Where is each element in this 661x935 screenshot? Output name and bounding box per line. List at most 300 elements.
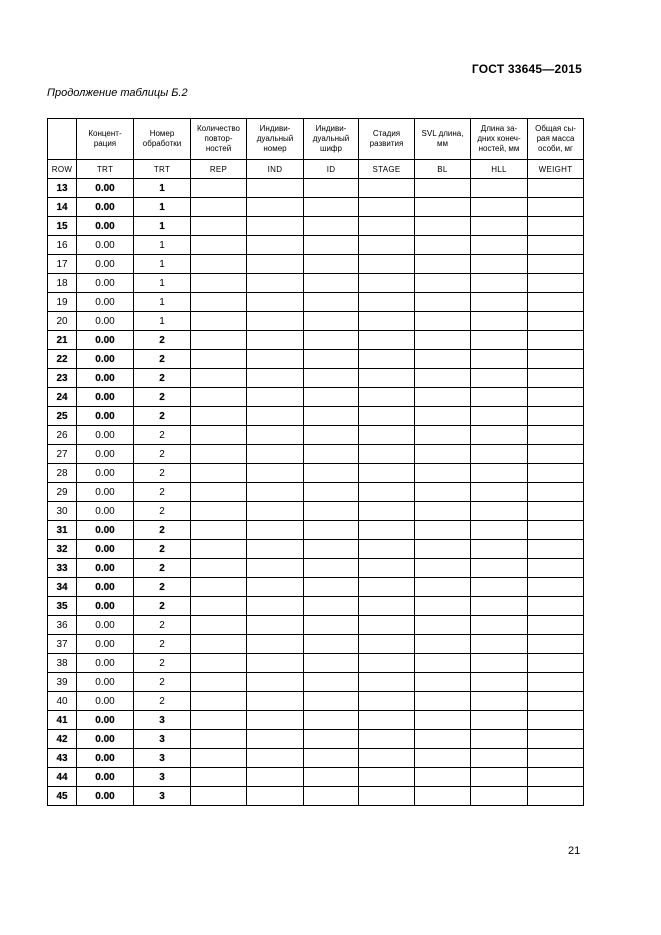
empty-cell — [191, 616, 247, 635]
empty-cell — [191, 730, 247, 749]
empty-cell — [247, 179, 304, 198]
empty-cell — [304, 407, 359, 426]
table-row — [48, 407, 584, 426]
treatment-cell: 1 — [134, 179, 191, 198]
empty-cell — [359, 198, 415, 217]
empty-cell — [415, 369, 471, 388]
empty-cell — [528, 673, 584, 692]
empty-cell — [304, 635, 359, 654]
empty-cell — [528, 369, 584, 388]
treatment-cell: 2 — [134, 540, 191, 559]
empty-cell — [304, 673, 359, 692]
empty-cell — [247, 426, 304, 445]
empty-cell — [191, 768, 247, 787]
empty-cell — [304, 787, 359, 806]
row-number-cell: 36 — [48, 616, 77, 635]
table-row — [48, 787, 584, 806]
empty-cell — [471, 768, 528, 787]
treatment-cell: 3 — [134, 711, 191, 730]
empty-cell — [359, 274, 415, 293]
empty-cell — [415, 749, 471, 768]
concentration-cell: 0.00 — [77, 692, 134, 711]
empty-cell — [191, 540, 247, 559]
empty-cell — [359, 217, 415, 236]
empty-cell — [415, 217, 471, 236]
empty-cell — [528, 426, 584, 445]
empty-cell — [191, 464, 247, 483]
treatment-cell: 1 — [134, 217, 191, 236]
table-row — [48, 255, 584, 274]
treatment-cell: 1 — [134, 312, 191, 331]
treatment-cell: 2 — [134, 654, 191, 673]
empty-cell — [191, 635, 247, 654]
treatment-cell: 2 — [134, 673, 191, 692]
empty-cell — [191, 198, 247, 217]
treatment-cell: 2 — [134, 426, 191, 445]
empty-cell — [415, 768, 471, 787]
row-number-cell: 21 — [48, 331, 77, 350]
empty-cell — [191, 293, 247, 312]
empty-cell — [359, 293, 415, 312]
concentration-cell: 0.00 — [77, 540, 134, 559]
empty-cell — [471, 331, 528, 350]
empty-cell — [415, 597, 471, 616]
treatment-cell: 1 — [134, 255, 191, 274]
empty-cell — [304, 464, 359, 483]
empty-cell — [415, 407, 471, 426]
empty-cell — [415, 388, 471, 407]
col-header-stage: Стадия развития — [359, 119, 415, 160]
empty-cell — [304, 312, 359, 331]
col-code: STAGE — [359, 160, 415, 179]
empty-cell — [247, 369, 304, 388]
table-row — [48, 540, 584, 559]
row-number-cell: 33 — [48, 559, 77, 578]
table-body — [48, 179, 584, 806]
empty-cell — [471, 255, 528, 274]
table-row — [48, 464, 584, 483]
row-number-cell: 42 — [48, 730, 77, 749]
concentration-cell: 0.00 — [77, 730, 134, 749]
empty-cell — [247, 293, 304, 312]
empty-cell — [191, 388, 247, 407]
empty-cell — [359, 730, 415, 749]
concentration-cell: 0.00 — [77, 407, 134, 426]
empty-cell — [528, 331, 584, 350]
row-number-cell: 30 — [48, 502, 77, 521]
table-caption: Продолжение таблицы Б.2 — [47, 87, 188, 99]
empty-cell — [191, 673, 247, 692]
empty-cell — [247, 331, 304, 350]
empty-cell — [247, 730, 304, 749]
empty-cell — [471, 749, 528, 768]
row-number-cell: 31 — [48, 521, 77, 540]
empty-cell — [359, 388, 415, 407]
concentration-cell: 0.00 — [77, 236, 134, 255]
concentration-cell: 0.00 — [77, 787, 134, 806]
table-row — [48, 616, 584, 635]
empty-cell — [247, 274, 304, 293]
empty-cell — [471, 236, 528, 255]
empty-cell — [191, 236, 247, 255]
empty-cell — [247, 445, 304, 464]
table-row — [48, 445, 584, 464]
empty-cell — [191, 578, 247, 597]
concentration-cell: 0.00 — [77, 483, 134, 502]
empty-cell — [528, 407, 584, 426]
empty-cell — [247, 616, 304, 635]
treatment-cell: 2 — [134, 559, 191, 578]
concentration-cell: 0.00 — [77, 597, 134, 616]
empty-cell — [359, 521, 415, 540]
empty-cell — [247, 673, 304, 692]
empty-cell — [528, 445, 584, 464]
empty-cell — [247, 711, 304, 730]
empty-cell — [304, 730, 359, 749]
empty-cell — [359, 236, 415, 255]
concentration-cell: 0.00 — [77, 331, 134, 350]
empty-cell — [304, 255, 359, 274]
empty-cell — [528, 464, 584, 483]
col-code: WEIGHT — [528, 160, 584, 179]
empty-cell — [191, 597, 247, 616]
empty-cell — [304, 179, 359, 198]
empty-cell — [528, 559, 584, 578]
column-name-row — [48, 119, 584, 160]
row-number-cell: 24 — [48, 388, 77, 407]
empty-cell — [191, 711, 247, 730]
empty-cell — [191, 331, 247, 350]
empty-cell — [471, 692, 528, 711]
concentration-cell: 0.00 — [77, 179, 134, 198]
empty-cell — [415, 787, 471, 806]
empty-cell — [247, 350, 304, 369]
empty-cell — [304, 483, 359, 502]
empty-cell — [528, 597, 584, 616]
empty-cell — [191, 692, 247, 711]
concentration-cell: 0.00 — [77, 369, 134, 388]
empty-cell — [247, 198, 304, 217]
empty-cell — [415, 464, 471, 483]
empty-cell — [415, 521, 471, 540]
row-number-cell: 32 — [48, 540, 77, 559]
empty-cell — [304, 559, 359, 578]
empty-cell — [471, 521, 528, 540]
empty-cell — [247, 217, 304, 236]
row-number-cell: 20 — [48, 312, 77, 331]
row-number-cell: 15 — [48, 217, 77, 236]
empty-cell — [415, 654, 471, 673]
empty-cell — [359, 179, 415, 198]
empty-cell — [191, 255, 247, 274]
empty-cell — [304, 426, 359, 445]
treatment-cell: 2 — [134, 331, 191, 350]
empty-cell — [471, 597, 528, 616]
empty-cell — [191, 787, 247, 806]
empty-cell — [471, 540, 528, 559]
treatment-cell: 3 — [134, 768, 191, 787]
empty-cell — [528, 540, 584, 559]
treatment-cell: 2 — [134, 578, 191, 597]
col-code: BL — [415, 160, 471, 179]
empty-cell — [191, 312, 247, 331]
concentration-cell: 0.00 — [77, 502, 134, 521]
treatment-cell: 2 — [134, 483, 191, 502]
row-number-cell: 29 — [48, 483, 77, 502]
empty-cell — [304, 654, 359, 673]
empty-cell — [415, 236, 471, 255]
concentration-cell: 0.00 — [77, 312, 134, 331]
empty-cell — [471, 179, 528, 198]
empty-cell — [528, 350, 584, 369]
table-row — [48, 635, 584, 654]
empty-cell — [415, 578, 471, 597]
concentration-cell: 0.00 — [77, 768, 134, 787]
empty-cell — [247, 388, 304, 407]
empty-cell — [528, 521, 584, 540]
empty-cell — [359, 445, 415, 464]
table-row — [48, 730, 584, 749]
empty-cell — [191, 521, 247, 540]
empty-cell — [471, 407, 528, 426]
col-header-hindlimb-length: Длина за- дних конеч- ностей, мм — [471, 119, 528, 160]
empty-cell — [415, 255, 471, 274]
empty-cell — [528, 388, 584, 407]
empty-cell — [359, 787, 415, 806]
concentration-cell: 0.00 — [77, 559, 134, 578]
concentration-cell: 0.00 — [77, 198, 134, 217]
row-number-cell: 13 — [48, 179, 77, 198]
empty-cell — [415, 426, 471, 445]
table-row — [48, 559, 584, 578]
empty-cell — [528, 293, 584, 312]
empty-cell — [415, 293, 471, 312]
empty-cell — [191, 274, 247, 293]
table-row — [48, 350, 584, 369]
empty-cell — [528, 692, 584, 711]
empty-cell — [528, 255, 584, 274]
document-code: ГОСТ 33645—2015 — [471, 62, 582, 76]
col-code: TRT — [77, 160, 134, 179]
table-row — [48, 521, 584, 540]
treatment-cell: 1 — [134, 236, 191, 255]
empty-cell — [415, 502, 471, 521]
row-number-cell: 16 — [48, 236, 77, 255]
treatment-cell: 1 — [134, 198, 191, 217]
column-code-row — [48, 160, 584, 179]
empty-cell — [359, 483, 415, 502]
table-row — [48, 236, 584, 255]
empty-cell — [304, 540, 359, 559]
col-header-weight: Общая сы- рая масса особи, мг — [528, 119, 584, 160]
empty-cell — [528, 483, 584, 502]
empty-cell — [415, 198, 471, 217]
empty-cell — [304, 198, 359, 217]
table-row — [48, 369, 584, 388]
empty-cell — [528, 730, 584, 749]
col-header-row-number — [48, 119, 77, 160]
empty-cell — [247, 312, 304, 331]
empty-cell — [528, 654, 584, 673]
col-code: HLL — [471, 160, 528, 179]
empty-cell — [528, 217, 584, 236]
concentration-cell: 0.00 — [77, 616, 134, 635]
empty-cell — [304, 597, 359, 616]
concentration-cell: 0.00 — [77, 464, 134, 483]
empty-cell — [247, 502, 304, 521]
table-row — [48, 331, 584, 350]
empty-cell — [304, 445, 359, 464]
empty-cell — [415, 692, 471, 711]
empty-cell — [191, 350, 247, 369]
concentration-cell: 0.00 — [77, 426, 134, 445]
empty-cell — [471, 502, 528, 521]
table-row — [48, 578, 584, 597]
empty-cell — [471, 635, 528, 654]
treatment-cell: 2 — [134, 350, 191, 369]
empty-cell — [359, 426, 415, 445]
treatment-cell: 1 — [134, 293, 191, 312]
treatment-cell: 2 — [134, 407, 191, 426]
empty-cell — [247, 559, 304, 578]
treatment-cell: 2 — [134, 369, 191, 388]
empty-cell — [247, 597, 304, 616]
empty-cell — [191, 445, 247, 464]
table-row — [48, 692, 584, 711]
empty-cell — [528, 635, 584, 654]
empty-cell — [471, 730, 528, 749]
table-row — [48, 483, 584, 502]
empty-cell — [247, 540, 304, 559]
empty-cell — [471, 369, 528, 388]
empty-cell — [191, 749, 247, 768]
treatment-cell: 1 — [134, 274, 191, 293]
table-row — [48, 502, 584, 521]
empty-cell — [471, 464, 528, 483]
row-number-cell: 44 — [48, 768, 77, 787]
empty-cell — [247, 749, 304, 768]
empty-cell — [304, 521, 359, 540]
empty-cell — [528, 236, 584, 255]
col-code: IND — [247, 160, 304, 179]
treatment-cell: 2 — [134, 464, 191, 483]
empty-cell — [415, 445, 471, 464]
empty-cell — [359, 597, 415, 616]
empty-cell — [304, 768, 359, 787]
empty-cell — [528, 312, 584, 331]
empty-cell — [528, 768, 584, 787]
col-header-treatment-number: Номер обработки — [134, 119, 191, 160]
concentration-cell: 0.00 — [77, 293, 134, 312]
empty-cell — [359, 540, 415, 559]
empty-cell — [528, 198, 584, 217]
treatment-cell: 2 — [134, 445, 191, 464]
table-row — [48, 711, 584, 730]
empty-cell — [415, 331, 471, 350]
treatment-cell: 2 — [134, 692, 191, 711]
row-number-cell: 23 — [48, 369, 77, 388]
empty-cell — [528, 711, 584, 730]
concentration-cell: 0.00 — [77, 654, 134, 673]
concentration-cell: 0.00 — [77, 255, 134, 274]
row-number-cell: 35 — [48, 597, 77, 616]
empty-cell — [359, 369, 415, 388]
empty-cell — [359, 331, 415, 350]
empty-cell — [471, 198, 528, 217]
empty-cell — [359, 578, 415, 597]
empty-cell — [191, 369, 247, 388]
empty-cell — [359, 559, 415, 578]
empty-cell — [359, 312, 415, 331]
row-number-cell: 37 — [48, 635, 77, 654]
table-row — [48, 654, 584, 673]
empty-cell — [191, 407, 247, 426]
empty-cell — [471, 293, 528, 312]
empty-cell — [359, 711, 415, 730]
empty-cell — [415, 274, 471, 293]
empty-cell — [415, 350, 471, 369]
empty-cell — [528, 502, 584, 521]
empty-cell — [304, 331, 359, 350]
concentration-cell: 0.00 — [77, 217, 134, 236]
empty-cell — [415, 312, 471, 331]
row-number-cell: 14 — [48, 198, 77, 217]
concentration-cell: 0.00 — [77, 749, 134, 768]
empty-cell — [304, 578, 359, 597]
empty-cell — [304, 293, 359, 312]
concentration-cell: 0.00 — [77, 521, 134, 540]
row-number-cell: 34 — [48, 578, 77, 597]
table-row — [48, 749, 584, 768]
treatment-cell: 2 — [134, 388, 191, 407]
empty-cell — [471, 350, 528, 369]
empty-cell — [471, 483, 528, 502]
concentration-cell: 0.00 — [77, 711, 134, 730]
row-number-cell: 25 — [48, 407, 77, 426]
empty-cell — [247, 521, 304, 540]
empty-cell — [471, 578, 528, 597]
empty-cell — [415, 673, 471, 692]
treatment-cell: 2 — [134, 616, 191, 635]
empty-cell — [359, 654, 415, 673]
empty-cell — [191, 179, 247, 198]
table-row — [48, 312, 584, 331]
concentration-cell: 0.00 — [77, 274, 134, 293]
concentration-cell: 0.00 — [77, 445, 134, 464]
empty-cell — [247, 635, 304, 654]
concentration-cell: 0.00 — [77, 578, 134, 597]
empty-cell — [359, 350, 415, 369]
empty-cell — [471, 654, 528, 673]
col-code: ROW — [48, 160, 77, 179]
treatment-cell: 2 — [134, 502, 191, 521]
empty-cell — [415, 179, 471, 198]
page-number: 21 — [568, 845, 581, 857]
table-row — [48, 274, 584, 293]
empty-cell — [247, 768, 304, 787]
empty-cell — [415, 616, 471, 635]
data-table — [47, 118, 584, 806]
empty-cell — [304, 502, 359, 521]
empty-cell — [471, 312, 528, 331]
col-code: ID — [304, 160, 359, 179]
empty-cell — [359, 407, 415, 426]
treatment-cell: 3 — [134, 787, 191, 806]
empty-cell — [528, 179, 584, 198]
empty-cell — [471, 274, 528, 293]
empty-cell — [191, 559, 247, 578]
row-number-cell: 26 — [48, 426, 77, 445]
